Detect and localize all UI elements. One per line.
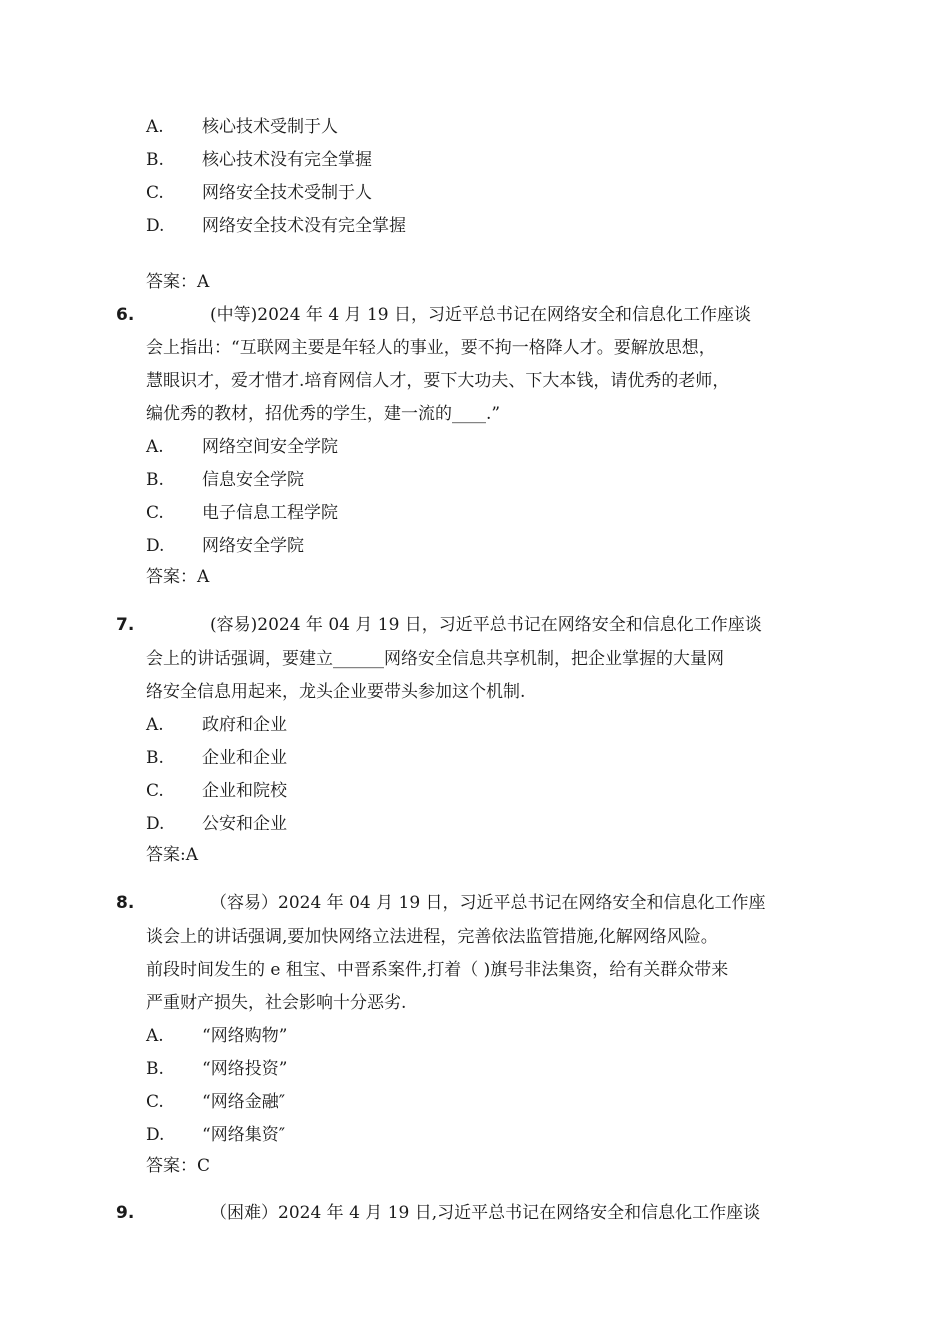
option-text: “网络集资″ <box>202 1125 286 1145</box>
option-letter: A. <box>146 117 164 137</box>
option-letter: D. <box>146 216 165 236</box>
option-text: 核心技术没有完全掌握 <box>202 150 372 170</box>
option-letter: C. <box>146 781 164 801</box>
option-letter: A. <box>146 1026 164 1046</box>
question-number: 7. <box>116 615 135 635</box>
answer-text: 答案：A <box>146 567 210 587</box>
question-number: 8. <box>116 893 135 913</box>
option-text: 信息安全学院 <box>202 470 304 490</box>
question-text: 会上指出：“互联网主要是年轻人的事业，要不拘一格降人才。要解放思想， <box>146 338 716 358</box>
question-number: 6. <box>116 305 135 325</box>
option-letter: B. <box>146 1059 164 1079</box>
option-letter: B. <box>146 470 164 490</box>
option-letter: D. <box>146 1125 165 1145</box>
option-text: 网络安全技术没有完全掌握 <box>202 216 406 236</box>
option-letter: A. <box>146 437 164 457</box>
option-text: 政府和企业 <box>202 715 287 735</box>
option-letter: C. <box>146 503 164 523</box>
option-text: 网络安全学院 <box>202 536 304 556</box>
option-text: 网络安全技术受制于人 <box>202 183 372 203</box>
option-text: 公安和企业 <box>202 814 287 834</box>
question-text: (容易)2024 年 04 月 19 日，习近平总书记在网络安全和信息化工作座谈 <box>210 615 762 635</box>
option-letter: D. <box>146 536 165 556</box>
question-text: 编优秀的教材，招优秀的学生，建一流的____.” <box>146 404 501 424</box>
question-text: 络安全信息用起来，龙头企业要带头参加这个机制. <box>146 682 526 702</box>
answer-text: 答案：A <box>146 272 210 292</box>
option-letter: A. <box>146 715 164 735</box>
option-letter: B. <box>146 748 164 768</box>
option-text: “网络金融″ <box>202 1092 286 1112</box>
option-text: “网络购物” <box>202 1026 288 1046</box>
question-text: （容易）2024 年 04 月 19 日，习近平总书记在网络安全和信息化工作座 <box>210 893 766 913</box>
option-text: “网络投资” <box>202 1059 288 1079</box>
option-text: 核心技术受制于人 <box>202 117 338 137</box>
answer-text: 答案：C <box>146 1156 211 1176</box>
question-text: （困难）2024 年 4 月 19 日,习近平总书记在网络安全和信息化工作座谈 <box>210 1203 761 1223</box>
question-text: 谈会上的讲话强调,要加快网络立法进程，完善依法监管措施,化解网络风险。 <box>146 927 718 947</box>
question-text: 前段时间发生的 e 租宝、中晋系案件,打着（ )旗号非法集资，给有关群众带来 <box>146 960 729 980</box>
question-text: (中等)2024 年 4 月 19 日，习近平总书记在网络安全和信息化工作座谈 <box>210 305 751 325</box>
option-text: 网络空间安全学院 <box>202 437 338 457</box>
option-letter: B. <box>146 150 164 170</box>
question-number: 9. <box>116 1203 135 1223</box>
question-text: 严重财产损失，社会影响十分恶劣. <box>146 993 407 1013</box>
option-text: 企业和企业 <box>202 748 287 768</box>
question-text: 会上的讲话强调，要建立______网络安全信息共享机制，把企业掌握的大量网 <box>146 649 724 669</box>
option-text: 电子信息工程学院 <box>202 503 338 523</box>
question-text: 慧眼识才，爱才惜才.培育网信人才，要下大功夫、下大本钱，请优秀的老师， <box>146 371 730 391</box>
option-text: 企业和院校 <box>202 781 287 801</box>
option-letter: C. <box>146 1092 164 1112</box>
option-letter: C. <box>146 183 164 203</box>
answer-text: 答案:A <box>146 845 199 865</box>
option-letter: D. <box>146 814 165 834</box>
